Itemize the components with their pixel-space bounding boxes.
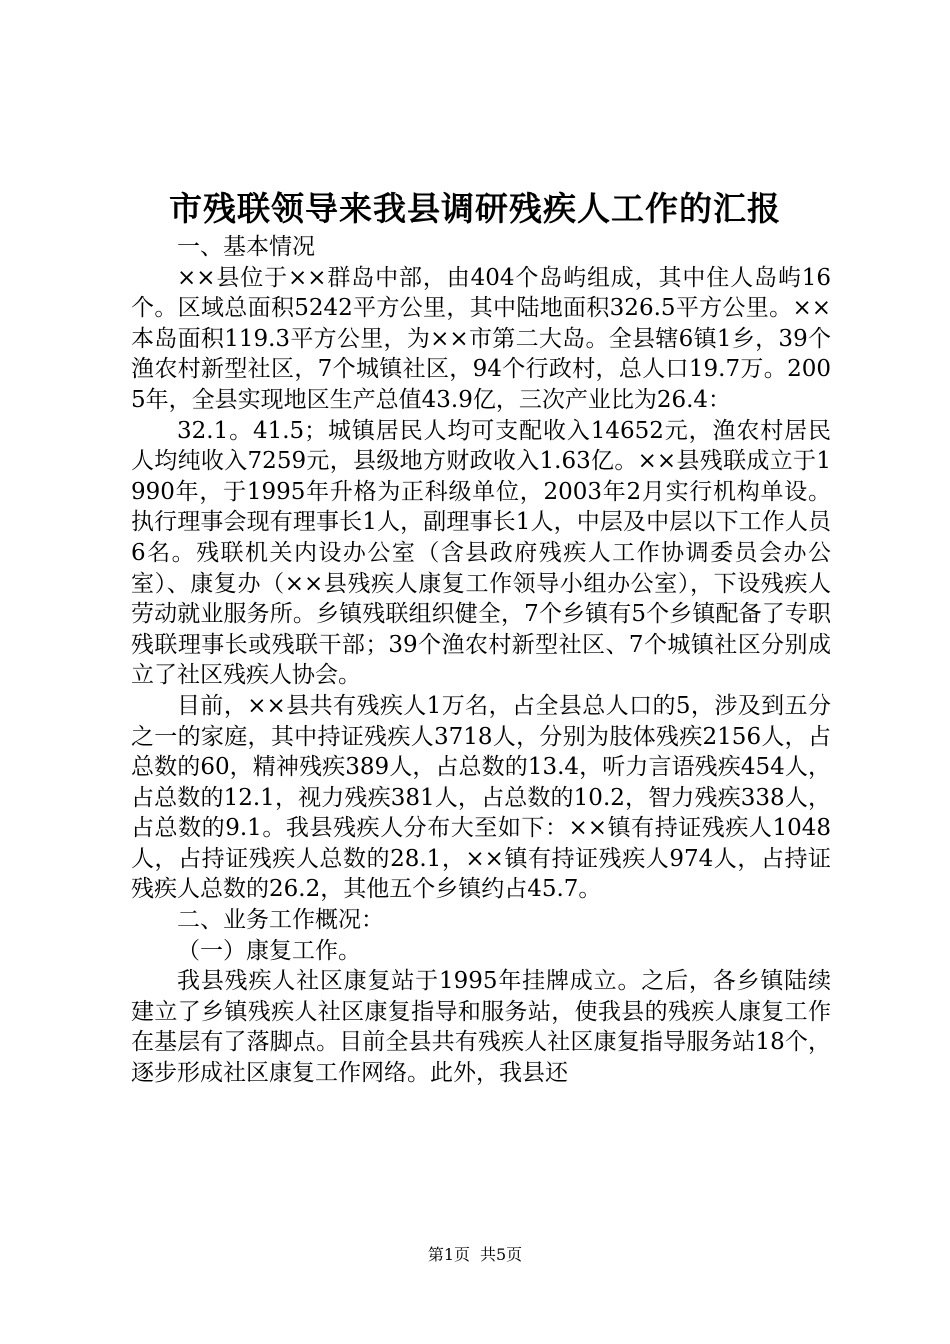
paragraph-disabled-population: 目前，××县共有残疾人1万名，占全县总人口的5，涉及到五分之一的家庭，其中持证残疾人3718人，分别为肢体残疾2156人，占总数的60，精神残疾389人，占总数的13.4，听力言语残疾454人，占总数的12.1，视力残疾381人，占总数的10.2，智力残疾338人，占总数的9.1。我县残疾人分布大至如下：××镇有持证残疾人1048人，占持证残疾人总数的28.1，××镇有持证残疾人974人，占持证残疾人总数的26.2，其他五个乡镇约占45.7。 bbox=[131, 692, 831, 903]
page-number-current: 第1页 bbox=[427, 1245, 470, 1264]
page-footer bbox=[0, 1244, 950, 1266]
subsection-heading-rehabilitation: （一）康复工作。 bbox=[177, 937, 361, 964]
paragraph-county-overview: ××县位于××群岛中部，由404个岛屿组成，其中住人岛屿16个。区域总面积5242平方公里，其中陆地面积326.5平方公里。××本岛面积119.3平方公里，为××市第二大岛。全县辖6镇1乡，39个渔农村新型社区，7个城镇社区，94个行政村，总人口19.7万。2005年，全县实现地区生产总值43.9亿，三次产业比为26.4： bbox=[131, 264, 831, 413]
section-heading-business-overview: 二、业务工作概况： bbox=[177, 907, 384, 934]
paragraph-rehabilitation-stations: 我县残疾人社区康复站于1995年挂牌成立。之后，各乡镇陆续建立了乡镇残疾人社区康复指导和服务站，使我县的残疾人康复工作在基层有了落脚点。目前全县共有残疾人社区康复指导服务站18个，逐步形成社区康复工作网络。此外，我县还 bbox=[131, 968, 831, 1087]
paragraph-economy-and-organization: 32.1。41.5；城镇居民人均可支配收入14652元，渔农村居民人均纯收入7259元，县级地方财政收入1.63亿。××县残联成立于1990年，于1995年升格为正科级单位，2003年2月实行机构单设。执行理事会现有理事长1人，副理事长1人，中层及中层以下工作人员6名。残联机关内设办公室（含县政府残疾人工作协调委员会办公室）、康复办（××县残疾人康复工作领导小组办公室），下设残疾人劳动就业服务所。乡镇残联组织健全，7个乡镇有5个乡镇配备了专职残联理事长或残联干部；39个渔农村新型社区、7个城镇社区分别成立了社区残疾人协会。 bbox=[131, 417, 831, 689]
page-number-total: 共5页 bbox=[480, 1245, 523, 1264]
section-heading-basic-info: 一、基本情况 bbox=[177, 234, 315, 260]
document-title: 市残联领导来我县调研残疾人工作的汇报 bbox=[169, 189, 781, 228]
document-body bbox=[131, 232, 831, 1089]
